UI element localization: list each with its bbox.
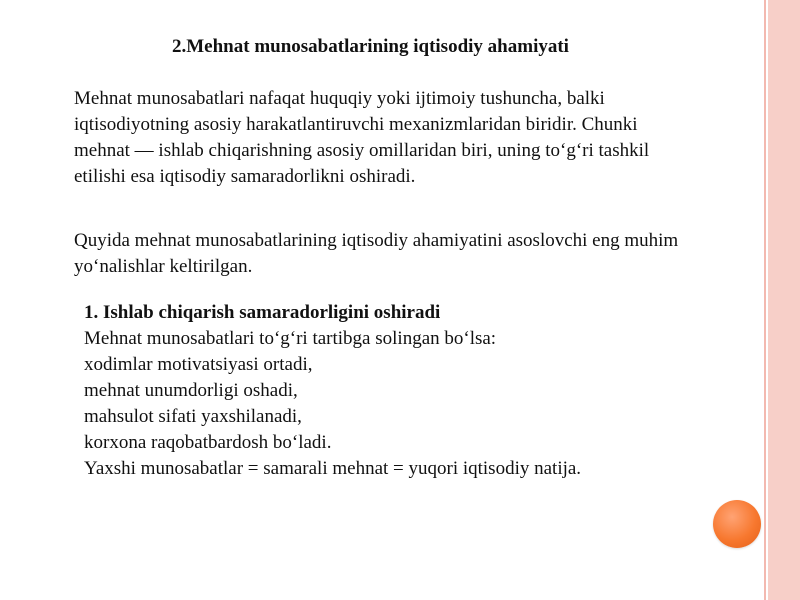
section-production-efficiency <box>84 300 724 482</box>
slide-title: 2.Mehnat munosabatlarining iqtisodiy ahamiyati <box>172 36 569 57</box>
section-line: mehnat unumdorligi oshadi, <box>84 380 298 401</box>
right-border-divider <box>766 0 768 600</box>
right-border-inner-line <box>764 0 766 600</box>
section-line: mahsulot sifati yaxshilanadi, <box>84 406 302 427</box>
section-line: Mehnat munosabatlari to‘g‘ri tartibga solingan bo‘lsa: <box>84 328 497 349</box>
right-border-band <box>764 0 800 600</box>
directions-paragraph: Quyida mehnat munosabatlarining iqtisodiy ahamiyatini asoslovchi eng muhim yo‘nalishlar keltirilgan. <box>74 230 679 277</box>
section-line: xodimlar motivatsiyasi ortadi, <box>84 354 313 375</box>
section-line: korxona raqobatbardosh bo‘ladi. <box>84 432 332 453</box>
intro-paragraph: Mehnat munosabatlari nafaqat huquqiy yoki ijtimoiy tushuncha, balki iqtisodiyotning asosiy harakatlantiruvchi mexanizmlaridan biridir. Chunki mehnat — ishlab chiqarishning asosiy omillaridan biri, uning to‘g‘ri tashkil etilishi esa iqtisodiy samaradorlikni oshiradi. <box>74 88 650 187</box>
orange-circle-decoration <box>713 500 761 548</box>
section-heading: 1. Ishlab chiqarish samaradorligini oshiradi <box>84 302 441 323</box>
section-line: Yaxshi munosabatlar = samarali mehnat = yuqori iqtisodiy natija. <box>84 458 582 479</box>
